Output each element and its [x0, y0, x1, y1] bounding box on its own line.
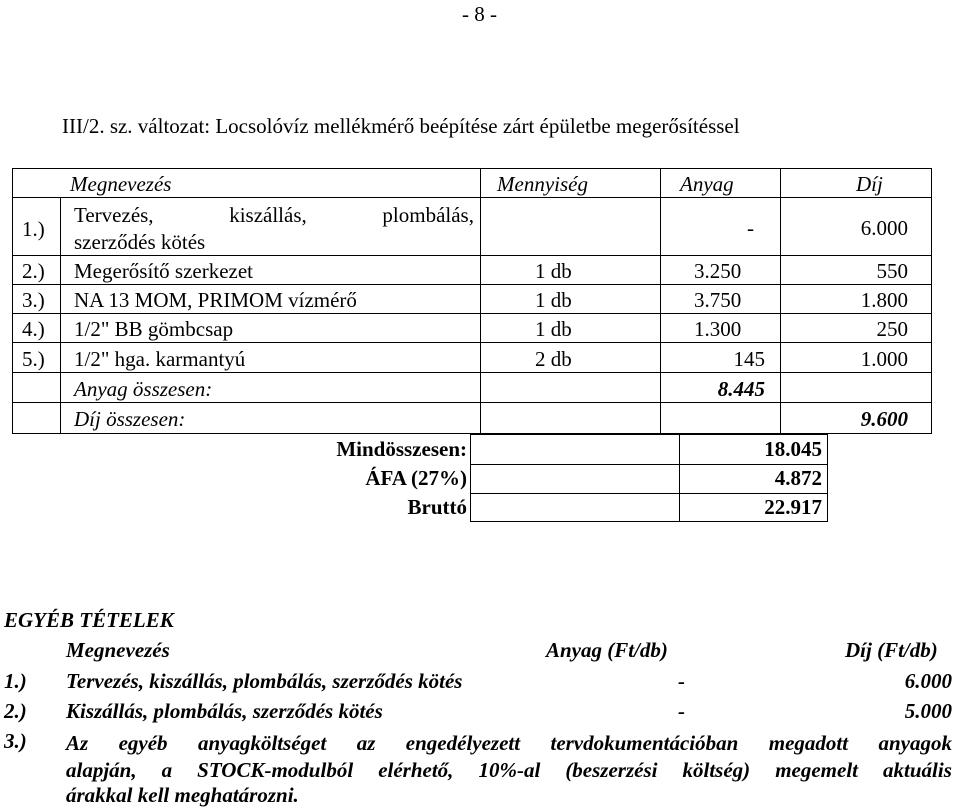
- note-word: Az: [66, 731, 89, 755]
- note-word: STOCK-modulból: [197, 758, 354, 782]
- note-line-3: árakkal kell meghatározni.: [66, 783, 299, 807]
- row-divider: [13, 342, 931, 343]
- row-5-number: 5.): [22, 347, 45, 371]
- note-word: anyagköltséget: [197, 731, 327, 755]
- note-word: tervdokumentációban: [550, 731, 739, 755]
- grand-total-label: Mindösszesen:: [336, 437, 467, 461]
- other-row-1-fee: 6.000: [904, 669, 952, 693]
- note-word: az: [356, 731, 376, 755]
- other-header-material: Anyag (Ft/db): [546, 638, 668, 662]
- note-line-2: [66, 758, 952, 783]
- row-2-material: 3.250: [694, 259, 742, 283]
- note-word: a: [161, 758, 173, 782]
- note-word: megadott: [768, 731, 849, 755]
- row-divider: [13, 402, 931, 403]
- row-2-fee: 550: [876, 259, 908, 283]
- note-word: aktuális: [883, 758, 952, 782]
- row-5-name: 1/2" hga. karmantyú: [74, 347, 246, 371]
- note-number: 3.): [4, 729, 27, 753]
- row-4-quantity: 1 db: [535, 317, 572, 341]
- note-word: (beszerzési: [565, 758, 658, 782]
- row-1-material: -: [747, 216, 754, 240]
- row-5-quantity: 2 db: [535, 347, 572, 371]
- row-divider: [13, 372, 931, 373]
- row-4-number: 4.): [22, 317, 45, 341]
- row-divider: [13, 255, 931, 256]
- note-word: alapján,: [66, 758, 137, 782]
- other-row-1-name: Tervezés, kiszállás, plombálás, szerződés kötés: [66, 669, 463, 693]
- note-word: elérhető,: [378, 758, 454, 782]
- header-name: Megnevezés: [70, 172, 172, 196]
- fee-total-value: 9.600: [860, 407, 908, 431]
- row-3-material: 3.750: [694, 288, 742, 312]
- vat-label: ÁFA (27%): [365, 466, 467, 490]
- grand-total-value: 18.045: [764, 437, 822, 461]
- other-row-2-material: -: [678, 699, 685, 723]
- row-1-word: Tervezés,: [74, 203, 154, 227]
- other-header-fee: Díj (Ft/db): [845, 638, 938, 662]
- row-divider: [13, 313, 931, 314]
- header-material: Anyag: [680, 172, 734, 196]
- row-divider: [13, 197, 931, 198]
- row-divider: [13, 284, 931, 285]
- row-5-fee: 1.000: [860, 347, 908, 371]
- other-row-2-fee: 5.000: [904, 699, 952, 723]
- row-3-fee: 1.800: [860, 288, 908, 312]
- row-1-number: 1.): [22, 217, 45, 241]
- material-total-label: Anyag összesen:: [74, 377, 213, 401]
- other-items-heading: EGYÉB TÉTELEK: [4, 608, 174, 632]
- note-word: egyéb: [118, 731, 168, 755]
- note-word: költség): [682, 758, 751, 782]
- other-header-name: Megnevezés: [66, 638, 170, 662]
- page-title: III/2. sz. változat: Locsolóvíz mellékmérő beépítése zárt épületbe megerősítéssel: [62, 114, 740, 138]
- header-fee: Díj: [856, 172, 883, 196]
- row-3-name: NA 13 MOM, PRIMOM vízmérő: [74, 288, 357, 312]
- note-word: anyagok: [878, 731, 952, 755]
- gross-label: Bruttó: [407, 495, 467, 519]
- row-2-quantity: 1 db: [535, 259, 572, 283]
- other-row-1-number: 1.): [4, 669, 27, 693]
- col-divider-material: [780, 169, 781, 433]
- summary-row-divider: [471, 464, 827, 465]
- row-4-material: 1.300: [694, 317, 742, 341]
- vat-value: 4.872: [774, 466, 822, 490]
- gross-value: 22.917: [764, 495, 822, 519]
- row-1-name-line2: szerződés kötés: [74, 230, 206, 254]
- material-total-value: 8.445: [717, 377, 765, 401]
- col-divider-num: [60, 197, 61, 433]
- row-5-material: 145: [733, 347, 765, 371]
- note-word: 10%-al: [478, 758, 541, 782]
- other-row-2-number: 2.): [4, 699, 27, 723]
- note-word: engedélyezett: [405, 731, 521, 755]
- note-word: megemelt: [775, 758, 858, 782]
- col-divider-name: [480, 169, 481, 433]
- row-3-quantity: 1 db: [535, 288, 572, 312]
- note-line-1: [66, 731, 952, 756]
- other-row-1-material: -: [678, 669, 685, 693]
- row-4-fee: 250: [876, 317, 908, 341]
- row-4-name: 1/2" BB gömbcsap: [74, 317, 234, 341]
- row-1-fee: 6.000: [860, 216, 908, 240]
- other-row-2-name: Kiszállás, plombálás, szerződés kötés: [66, 699, 383, 723]
- row-1-word: plombálás,: [382, 203, 474, 227]
- row-2-name: Megerősítő szerkezet: [74, 259, 254, 283]
- row-1-name-line1: [74, 203, 474, 228]
- page-number: - 8 -: [462, 2, 497, 26]
- row-2-number: 2.): [22, 259, 45, 283]
- row-3-number: 3.): [22, 288, 45, 312]
- row-1-word: kiszállás,: [229, 203, 307, 227]
- header-quantity: Mennyiség: [497, 172, 588, 196]
- summary-row-divider: [471, 493, 827, 494]
- col-divider-qty: [660, 169, 661, 433]
- fee-total-label: Díj összesen:: [74, 407, 186, 431]
